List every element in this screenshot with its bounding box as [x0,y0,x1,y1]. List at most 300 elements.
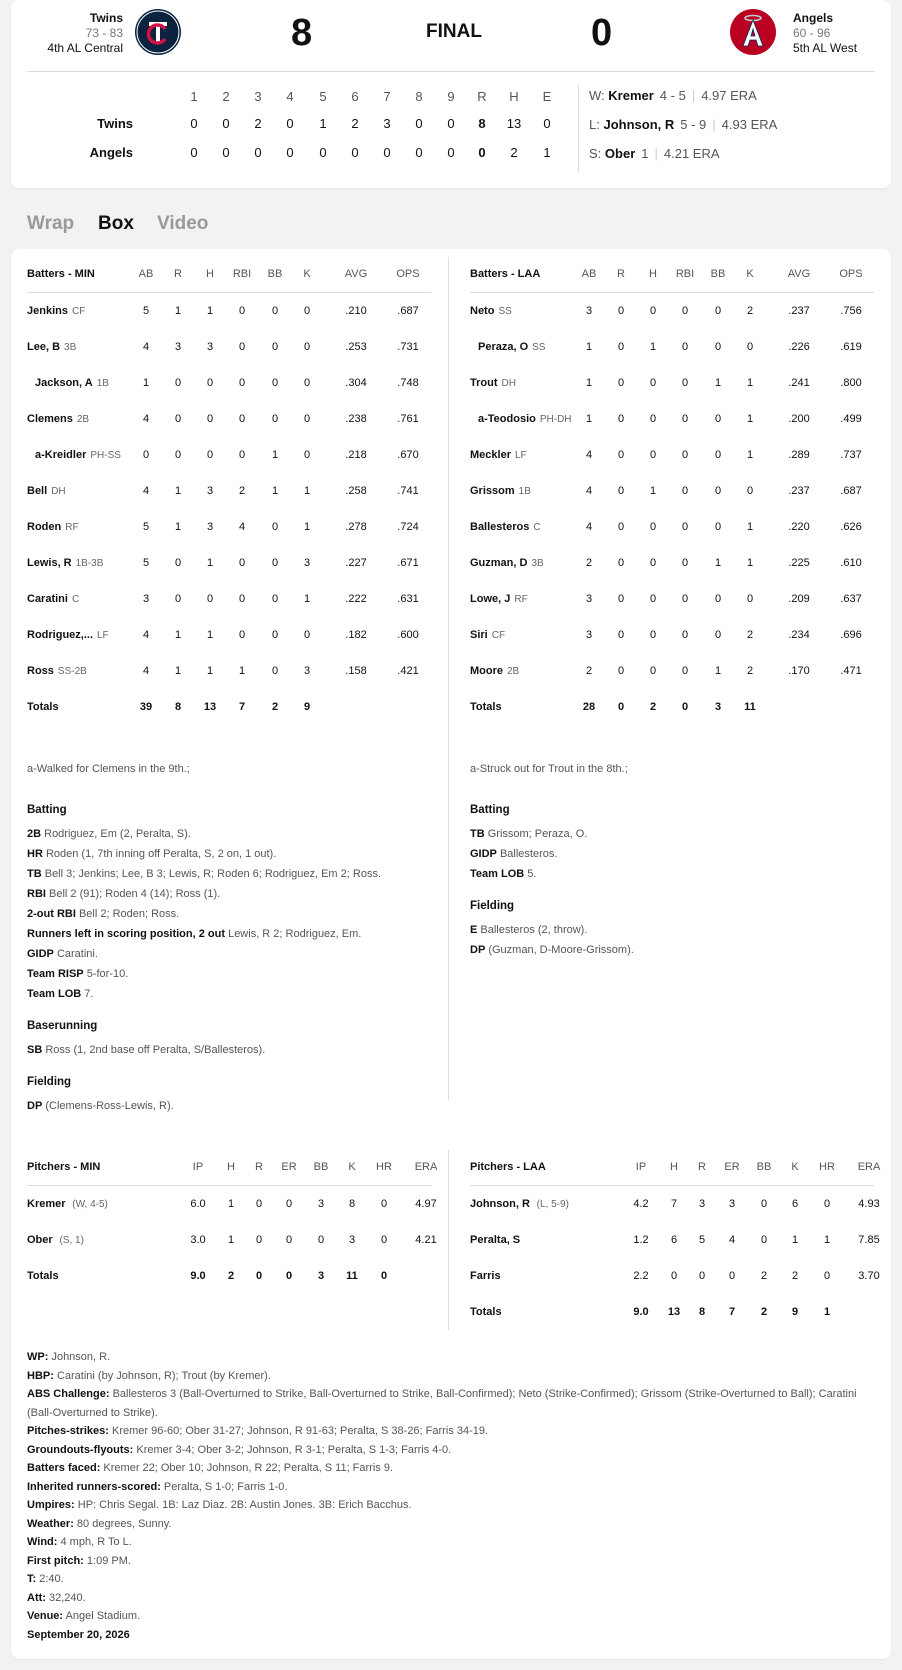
batter-row[interactable] [470,629,874,647]
batter-name[interactable] [470,629,505,641]
linescore-column-header: H [509,89,519,104]
batter-stat: 2 [585,665,593,677]
batter-row[interactable] [470,665,874,683]
batter-stat: .600 [397,629,419,641]
batter-stat: 1 [303,521,311,533]
batter-stat: 1 [746,557,754,569]
game-info-value: 2:40. [36,1573,64,1585]
batter-row[interactable] [27,413,431,431]
batting-column-header: RBI [675,268,695,280]
columns-divider [448,257,449,1100]
batter-stat: .421 [397,665,419,677]
away-baserunning-note-key: SB [27,1044,43,1056]
linescore-team-name[interactable]: Twins [97,116,133,131]
batter-position: CF [71,306,86,317]
totals-stat: 0 [380,1270,388,1282]
batter-stat: 0 [174,413,182,425]
batter-stat: 1 [206,665,214,677]
batter-row[interactable] [27,449,431,467]
linescore-column-header: R [477,89,487,104]
tab-box[interactable]: Box [98,213,134,234]
batter-stat: 1 [174,629,182,641]
batter-name-text: Neto [470,305,495,317]
home-batting-table [470,249,874,969]
away-batting-note-value: Rodriguez, Em (2, Peralta, S). [41,828,191,840]
linescore-cell: 0 [415,116,423,131]
linescore-column-header: 2 [222,89,230,104]
batting-column-header: R [174,268,182,280]
batter-row[interactable] [27,341,431,359]
batter-stat: 3 [303,665,311,677]
batter-stat: 0 [238,413,246,425]
batter-row[interactable] [27,665,431,683]
batter-stat: 1 [303,485,311,497]
batter-stat: 1 [714,557,722,569]
home-batting-title: Batters - LAA [470,268,541,280]
batter-name-text: Ross [27,665,54,677]
twins-logo-icon[interactable] [135,9,181,55]
batter-name[interactable] [470,449,527,461]
batter-stat: 0 [174,557,182,569]
away-batting-note [27,988,93,1000]
pitching-column-header: ER [724,1161,740,1173]
game-info-line [27,1570,877,1589]
away-batting-title: Batters - MIN [27,268,95,280]
batter-stat: 0 [271,341,279,353]
batter-name-text: Bell [27,485,48,497]
batter-stat: 4 [238,521,246,533]
batter-stat: 0 [206,449,214,461]
game-info-value: Peralta, S 1-0; Farris 1-0. [160,1480,288,1493]
batter-name[interactable] [27,305,85,317]
box-score-card [11,249,891,1659]
pitching-column-header: ERA [414,1161,438,1173]
tab-wrap[interactable]: Wrap [27,213,75,234]
pitcher-name[interactable] [470,1234,520,1246]
batter-name[interactable] [27,557,103,569]
batter-stat: 4 [142,629,150,641]
linescore-cell: 13 [506,116,522,131]
decision-pitcher-name[interactable]: Kremer [608,88,654,103]
pitcher-stat: 4.93 [858,1198,880,1210]
batter-row[interactable] [470,341,874,359]
decision-pitcher-name[interactable]: Johnson, R [603,117,675,132]
batter-stat: 3 [174,341,182,353]
batter-name-text: Peraza, O [478,341,529,353]
batter-name[interactable] [35,449,121,461]
batter-stat: 0 [649,377,657,389]
batter-row[interactable] [470,593,874,611]
game-info-value: 80 degrees, Sunny. [73,1517,172,1530]
pitcher-name-text: Johnson, R [470,1198,530,1210]
linescore-cell: 0 [222,116,230,131]
batter-stat: .737 [840,449,862,461]
pitcher-stat: 0 [698,1270,706,1282]
batter-stat: 1 [271,485,279,497]
batter-row[interactable] [27,593,431,611]
linescore-column-header: 1 [190,89,198,104]
game-info-key: First pitch: [27,1554,84,1567]
batter-stat: .671 [397,557,419,569]
totals-stat: 2 [760,1306,768,1318]
batter-stat: 1 [271,449,279,461]
totals-label: Totals [27,701,59,713]
batter-name[interactable] [27,485,66,497]
batter-stat: 1 [238,665,246,677]
pitcher-stat: 8 [348,1198,356,1210]
game-info-key: HBP: [27,1369,54,1382]
decision-record: 5 - 9 [680,117,707,132]
batter-stat: 0 [649,413,657,425]
pitcher-row[interactable] [27,1234,437,1252]
batter-stat: 3 [206,521,214,533]
batter-name[interactable] [470,305,512,317]
tab-video[interactable]: Video [157,213,209,234]
batter-row[interactable] [27,557,431,575]
away-team-name[interactable]: Twins [89,11,123,25]
away-sub-note: a-Walked for Clemens in the 9th.; [27,763,190,775]
away-batting-note-value: Caratini. [53,948,98,960]
batting-column-header: RBI [232,268,252,280]
pitcher-stat: 7 [670,1198,678,1210]
batter-position: C [533,522,541,533]
batter-stat: 0 [617,665,625,677]
batter-stat: .238 [345,413,367,425]
batting-column-header: AB [138,268,154,280]
batting-column-header: OPS [839,268,863,280]
batter-stat: 0 [649,593,657,605]
home-team-standing: 5th AL West [793,41,858,55]
home-batting-note-value: 5. [524,868,537,880]
batter-stat: 2 [585,557,593,569]
pitcher-name[interactable] [470,1270,501,1282]
pitcher-stat: 6 [791,1198,799,1210]
away-batting-note [27,968,128,980]
away-batting-note [27,928,361,940]
batter-name[interactable] [470,665,519,677]
away-batting-table [27,249,431,969]
decision-row [589,88,757,103]
batter-position: CF [491,630,506,641]
batter-stat: 0 [681,413,689,425]
pitching-column-header: BB [756,1161,772,1173]
decision-era: 4.93 ERA [721,117,778,132]
pitching-column-header: HR [376,1161,392,1173]
pitcher-stat: 7.85 [858,1234,880,1246]
batter-name-text: a-Kreidler [35,449,87,461]
batter-name[interactable] [27,629,109,641]
batting-column-header: H [206,268,214,280]
batter-stat: .619 [840,341,862,353]
game-info-line [27,1348,877,1367]
scoreboard-card [11,0,891,188]
batter-stat: .687 [840,485,862,497]
away-batting-totals-row [27,701,431,719]
game-info-value: 32,240. [45,1591,86,1604]
batter-row[interactable] [470,557,874,575]
totals-stat: 1 [823,1306,831,1318]
pitcher-stat: 1 [823,1234,831,1246]
pitching-column-header: IP [635,1161,647,1173]
batter-position: DH [51,486,66,497]
totals-stat: 3 [317,1270,325,1282]
batter-row[interactable] [27,485,431,503]
batter-stat: 4 [142,485,150,497]
batter-stat: 2 [746,665,754,677]
batter-name-text: Jenkins [27,305,68,317]
pitcher-stat: 1 [791,1234,799,1246]
batter-stat: 0 [649,557,657,569]
pitcher-name-text: Farris [470,1270,501,1282]
batter-name[interactable] [470,485,531,497]
pitcher-stat: 4 [728,1234,736,1246]
batter-name[interactable] [35,377,109,389]
away-fielding-title: Fielding [27,1076,72,1088]
pitcher-stat: 0 [760,1198,768,1210]
totals-label: Totals [470,701,502,713]
away-team-record: 73 - 83 [85,26,123,40]
away-baserunning-note-value: Ross (1, 2nd base off Peralta, S/Ballesteros). [42,1044,266,1056]
linescore-cell: 0 [478,145,486,160]
pitching-column-header: BB [313,1161,329,1173]
batter-name-text: Moore [470,665,503,677]
batter-position: RF [65,522,79,533]
pitcher-stat: 2.2 [633,1270,649,1282]
batter-row[interactable] [27,377,431,395]
batter-stat: 3 [585,305,593,317]
game-status: FINAL [426,21,482,42]
batter-row[interactable] [470,449,874,467]
batter-row[interactable] [470,377,874,395]
totals-stat: 13 [203,701,217,713]
totals-stat: 39 [139,701,153,713]
home-batting-note-value: Ballesteros. [496,848,558,860]
pitching-column-header: R [255,1161,263,1173]
linescore-cell: 0 [383,145,391,160]
decision-separator: | [654,146,658,161]
batter-name[interactable] [470,377,516,389]
batter-stat: 0 [303,305,311,317]
batter-name[interactable] [478,413,572,425]
pitcher-row[interactable] [27,1198,437,1216]
away-pitching-totals-row [27,1270,431,1288]
batter-stat: 3 [142,593,150,605]
pitcher-stat: 0 [728,1270,736,1282]
pitcher-stat: 0 [670,1270,678,1282]
batter-row[interactable] [27,521,431,539]
batter-name[interactable] [470,521,541,533]
pitcher-stat: 0 [255,1234,263,1246]
totals-stat: 9 [791,1306,799,1318]
batter-stat: 0 [271,629,279,641]
decision-pitcher-name[interactable]: Ober [604,146,636,161]
totals-stat: 2 [227,1270,235,1282]
pitcher-name[interactable] [470,1198,569,1210]
batter-stat: .209 [788,593,810,605]
batter-stat: .158 [345,665,367,677]
pitcher-name-text: Kremer [27,1198,66,1210]
batter-position: 3B [531,558,544,569]
batter-name[interactable] [27,413,89,425]
away-batting-note-value: Bell 2; Roden; Ross. [75,908,180,920]
batter-stat: 0 [714,449,722,461]
batter-stat: 4 [142,665,150,677]
batter-stat: .289 [788,449,810,461]
batter-stat: 0 [649,449,657,461]
totals-label: Totals [27,1270,59,1282]
pitcher-row[interactable] [470,1198,880,1216]
home-pitching-totals-row [470,1306,874,1324]
batter-stat: 0 [681,629,689,641]
home-fielding-note [470,944,634,956]
pitcher-stat: 6.0 [190,1198,206,1210]
away-fielding-note-key: DP [27,1100,43,1112]
totals-label: Totals [470,1306,502,1318]
game-info-value: 4 mph, R To L. [57,1536,132,1548]
pitcher-row[interactable] [470,1270,880,1288]
decision-label: W: [589,88,609,103]
away-batting-note-key: 2-out RBI [27,908,76,920]
batter-position: SS [498,306,512,317]
away-batting-note-value: Lewis, R 2; Rodriguez, Em. [225,928,362,940]
pitcher-stat: 0 [380,1198,388,1210]
batter-name[interactable] [27,665,87,677]
batter-name-text: Clemens [27,413,73,425]
batter-stat: 4 [585,449,593,461]
linescore-cell: 1 [543,145,551,160]
game-info-key: T: [27,1573,37,1585]
game-info-value: Caratini (by Johnson, R); Trout (by Kremer). [53,1369,271,1382]
batter-stat: 0 [649,629,657,641]
game-info-line [27,1607,877,1626]
batter-stat: 4 [585,485,593,497]
batter-row[interactable] [27,305,431,323]
away-batting-header-rule [27,292,431,293]
batter-stat: 2 [746,629,754,641]
home-fielding-note-key: DP [470,944,486,956]
game-info-line [27,1589,877,1608]
batter-stat: 1 [206,629,214,641]
away-batting-note-key: TB [27,868,42,880]
batter-position: 1B [518,486,531,497]
pitching-column-header: H [227,1161,235,1173]
angels-logo-icon[interactable] [730,9,776,55]
batter-name[interactable] [27,341,76,353]
totals-stat: 7 [728,1306,736,1318]
game-info-line [27,1515,877,1534]
home-team-info [793,10,857,56]
pitcher-stat: 1 [227,1234,235,1246]
batter-stat: 1 [585,377,593,389]
linescore-cell: 1 [319,116,327,131]
batter-position: LF [97,630,109,641]
batter-stat: .170 [788,665,810,677]
batter-stat: 0 [617,629,625,641]
away-pitching-header-rule [27,1185,431,1186]
batter-row[interactable] [470,413,874,431]
batter-stat: .499 [840,413,862,425]
batter-stat: 0 [746,593,754,605]
batter-stat: .800 [840,377,862,389]
batter-name[interactable] [470,557,544,569]
batter-stat: 0 [617,305,625,317]
batter-stat: .687 [397,305,419,317]
pitcher-name[interactable] [27,1234,84,1246]
batter-stat: 1 [174,665,182,677]
home-team-name[interactable]: Angels [793,11,834,25]
pitcher-decision: (W, 4-5) [69,1199,108,1210]
batter-name-text: Roden [27,521,62,533]
pitcher-name[interactable] [27,1198,108,1210]
batter-stat: .253 [345,341,367,353]
batter-stat: 3 [303,557,311,569]
batter-stat: 1 [746,413,754,425]
linescore-cell: 0 [351,145,359,160]
home-fielding-note [470,924,587,936]
batter-row[interactable] [470,521,874,539]
batter-stat: 0 [238,557,246,569]
home-batting-header-rule [470,292,874,293]
batter-row[interactable] [470,485,874,503]
home-batting-notes-title: Batting [470,804,510,816]
batter-stat: 0 [271,593,279,605]
batter-name[interactable] [27,593,79,605]
linescore-column-header: 7 [383,89,391,104]
batter-stat: .756 [840,305,862,317]
pitching-column-header: HR [819,1161,835,1173]
batter-stat: 0 [617,485,625,497]
batter-stat: 0 [649,521,657,533]
pitcher-stat: 3 [728,1198,736,1210]
home-batting-note [470,868,536,880]
game-info [27,1348,877,1644]
away-batting-note-value: Roden (1, 7th inning off Peralta, S, 2 on, 1 out). [42,848,277,860]
batter-stat: 3 [206,341,214,353]
pitcher-stat: 3 [317,1198,325,1210]
totals-stat: 0 [681,701,689,713]
batting-column-header: AVG [787,268,811,280]
batter-stat: 0 [238,593,246,605]
pitching-column-header: ER [281,1161,297,1173]
batter-stat: .258 [345,485,367,497]
batter-name-text: Rodriguez,... [27,629,93,641]
batter-stat: 0 [238,629,246,641]
batter-row[interactable] [470,305,874,323]
batter-row[interactable] [27,629,431,647]
batter-name[interactable] [478,341,545,353]
pitcher-row[interactable] [470,1234,880,1252]
batter-stat: .200 [788,413,810,425]
batter-stat: .278 [345,521,367,533]
batter-name-text: Jackson, A [35,377,93,389]
batter-stat: 3 [585,629,593,641]
batter-stat: 0 [714,521,722,533]
batter-name[interactable] [27,521,79,533]
totals-stat: 0 [617,701,625,713]
batter-name[interactable] [470,593,528,605]
home-pitching-header-rule [470,1185,874,1186]
batter-stat: 0 [238,341,246,353]
linescore-column-header: 3 [254,89,262,104]
away-batting-note-key: Team LOB [27,988,82,1000]
game-date [27,1626,877,1645]
pitcher-stat: 0 [285,1198,293,1210]
linescore-team-name[interactable]: Angels [89,145,133,160]
totals-stat: 13 [667,1306,681,1318]
batter-stat: 4 [142,341,150,353]
totals-stat: 9.0 [190,1270,206,1282]
batter-stat: 1 [303,593,311,605]
